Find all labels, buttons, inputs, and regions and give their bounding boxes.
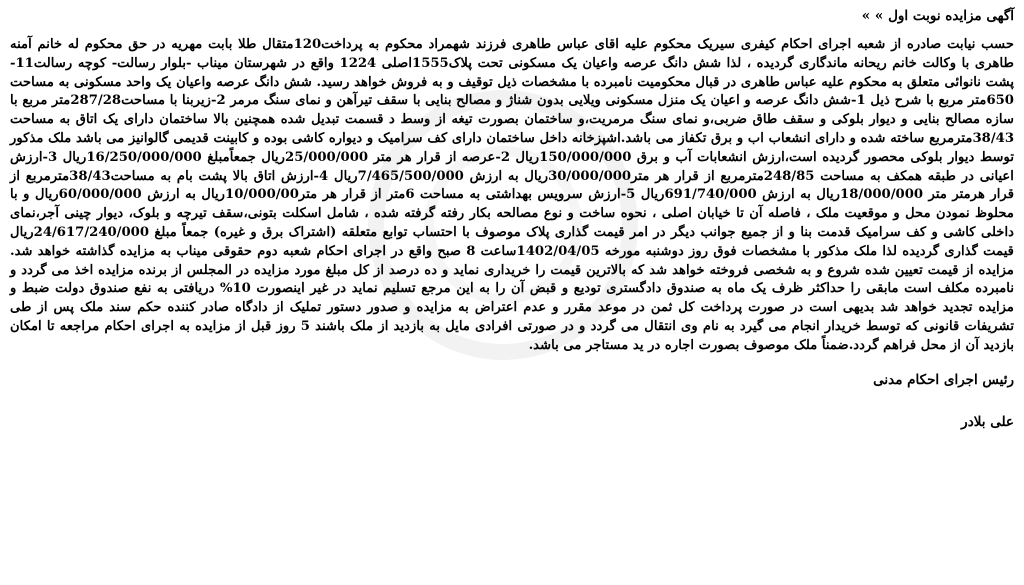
- notice-heading: آگهی مزایده نوبت اول » »: [861, 8, 1014, 24]
- notice-body: حسب نیابت صادره از شعبه اجرای احکام کیفری سیریک محکوم علیه اقای عباس طاهری فرزند شهمراد محکوم به پرداخت120متقال طلا بابت مهریه در حق محکوم له خانم آمنه طاهری با وکالت خانم ریحانه ماندگاری گردیده ، لذا شش دانگ عرصه واعیان یک مسکونی تحت پلاک1555اصلی 1224 واقع در شهرستان میناب -بلوار رسالت- کوچه رسالت11-پشت نانوائی متعلق به محکوم علیه عباس طاهری در قبال محکومیت نامبرده با مشخصات ذیل توقیف و به فروش خواهد رسید. شش دانگ عرصه واعیان یک واحد مسکونی به مساحت 650متر مربع با شرح ذیل 1-شش دانگ عرصه و اعیان یک منزل مسکونی ویلایی بدون شناژ و مصالح بنایی با سقف تیرآهن و نمای سنگ مرمر 2-زیربنا با مساحت287/28متر مربع با سازه مصالح بنایی و دیوار بلوکی و سقف طاق ضربی،و نمای سنگ مرمریت،و ساختمان بصورت تیغه از وسط د قسمت تبدیل شده همچنین بالا ساختمان دارای یک اتاق به مساحت 38/43مترمربع ساخته شده و دارای انشعاب اب و برق تکفاز می باشد.اشپزخانه داخل ساختمان دارای کف سرامیک و دیواره کاشی بوده و کابینت قدیمی گالوانیز می باشد ملک مذکور توسط دیوار بلوکی محصور گردیده است،ارزش انشعابات آب و برق 150/000/000ریال 2-عرصه از قرار هر متر 25/000/000ریال جمعاًمبلغ 16/250/000/000ریال 3-ارزش اعیانی در طبقه همکف به مساحت 248/85مترمربع از قرار هر متر30/000/000ریال به ارزش 7/465/500/000ریال 4-ارزش اتاق بالا پشت بام به مساحت38/43مترمربع از قرار هرمتر متر 18/000/000ریال به ارزش 691/740/000ریال 5-ارزش سرویس بهداشتی به مساحت 6متر از قرار هر متر10/000/00ریال به ارزش 60/000/000ریال و با محلوظ نمودن محل و موقعیت ملک ، فاصله آن تا خیابان اصلی ، نحوه ساخت و نوع مصالحه بکار رفته گرفته شده ، شامل اسکلت بتونی،سقف تیرچه و بلوک، دیوار چینی آجر،نمای داخلی کاشی و کف سرامیک قدمت بنا و از جمیع جوانب دیگر در امر قیمت گذاری پلاک موصوف با احتساب توابع متعلقه (اشتراک برق و غیره) جمعاً مبلغ 24/617/240/000ریال قیمت گذاری گردیده لذا ملک مذکور با مشخصات فوق روز دوشنبه مورخه 1402/04/05ساعت 8 صبح واقع در اجرای احکام شعبه دوم حقوقی میناب به مزایده گذاشته خواهد شد. مزایده از قیمت تعیین شده شروع و به شخصی فروخته خواهد شد که بالاترین قیمت را خریداری نماید و ده درصد از کل مبلغ مورد مزایده در المجلس از برنده مزایده اخذ می گردد و نامبرده مکلف است مابقی را حداکثر ظرف یک ماه به صندوق دادگستری تودیع و قبض آن را به این مرجع تسلیم نماید در غیر اینصورت 10% دریافتی به نفع صندوق دولت ضبط و مزایده تجدید خواهد شد بدیهی است در صورت پرداخت کل ثمن در موعد مقرر و عدم اعتراض به مزایده و صدور دستور تملیک از دادگاه صادر کننده حکم سند ملک پس از طی تشریفات قانونی که توسط خریدار انجام می گیرد به نام وی انتقال می گردد و در صورتی افرادی مایل به بازدید از ملک باشند 5 روز قبل از مزایده به اجرای احکام مراجعه تا امکان بازدید آن از محل فراهم گردد.ضمناً ملک موصوف بصورت اجاره در ید مستاجر می باشد.: [10, 37, 1015, 353]
- signoff-name: علی بلادر: [961, 413, 1014, 430]
- signoff-title: رئیس اجرای احکام مدنی: [873, 371, 1014, 388]
- notice-content: [10, 6, 1014, 432]
